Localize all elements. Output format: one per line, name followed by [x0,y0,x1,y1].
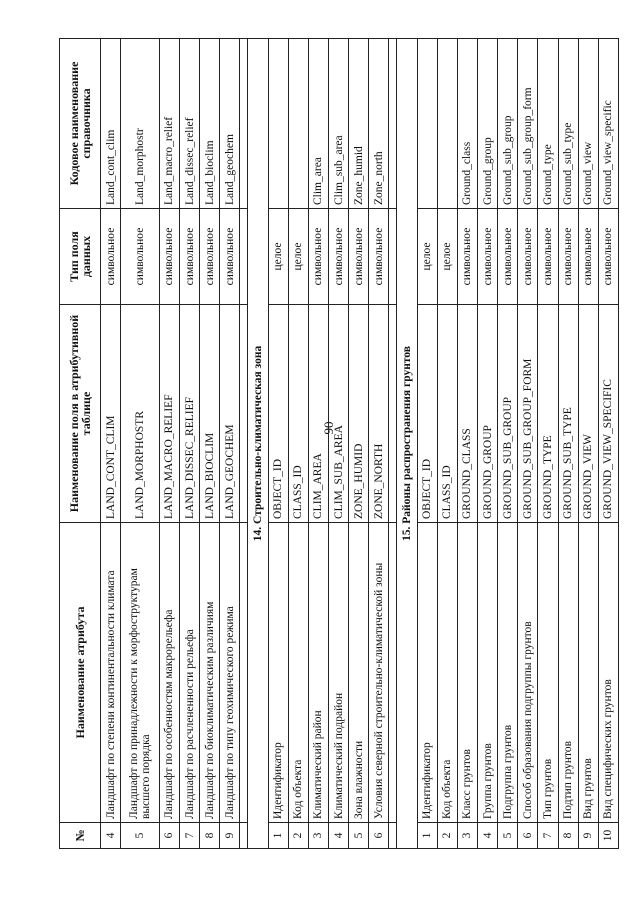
row-number: 8 [200,823,220,849]
field-type: символьное [180,209,200,305]
field-name: ZONE_NORTH [369,305,389,523]
field-name: LAND_MORPHOSTR [121,305,160,523]
table-row [558,39,578,849]
row-number: 4 [477,823,497,849]
attribute-name: Подтип грунтов [558,523,578,823]
header-type: Тип поля данных [60,209,101,305]
spacer-cell [240,305,248,523]
field-name: LAND_CONT_CLIM [101,305,121,523]
row-number: 9 [578,823,598,849]
rotated-table-container [59,39,619,849]
reference-code: Ground_view_specific [598,39,618,209]
table-row [101,39,121,849]
reference-code: Ground_type [538,39,558,209]
header-field: Наименование поля в атрибутивной таблице [60,305,101,523]
spacer-cell [240,209,248,305]
row-number: 1 [417,823,437,849]
table-row [538,39,558,849]
table-row [349,39,369,849]
reference-code: Land_cont_clim [101,39,121,209]
reference-code: Ground_class [457,39,477,209]
field-name: LAND_GEOCHEM [220,305,240,523]
attribute-name: Ландшафт по типу геохимического режима [220,523,240,823]
field-type: символьное [498,209,518,305]
field-name: CLASS_ID [437,305,457,523]
attribute-name: Климатический подрайон [329,523,349,823]
table-row [220,39,240,849]
spacer-cell [240,39,248,209]
row-number: 7 [538,823,558,849]
reference-code [437,39,457,209]
field-type: символьное [369,209,389,305]
field-type: символьное [558,209,578,305]
table-row [498,39,518,849]
table-row [200,39,220,849]
spacer-cell [389,305,397,523]
field-name: GROUND_SUB_GROUP [498,305,518,523]
attribute-name: Вид грунтов [578,523,598,823]
table-row [437,39,457,849]
row-number: 7 [180,823,200,849]
attribute-name: Группа грунтов [477,523,497,823]
reference-code: Land_dissec_relief [180,39,200,209]
field-name: LAND_BIOCLIM [200,305,220,523]
attribute-name: Код объекта [288,523,308,823]
table-row [121,39,160,849]
row-number: 6 [518,823,538,849]
table-row [308,39,328,849]
field-name: ZONE_HUMID [349,305,369,523]
table-row [329,39,349,849]
table-row [369,39,389,849]
spacer-cell [389,209,397,305]
field-name: CLIM_AREA [308,305,328,523]
table-row [578,39,598,849]
row-number: 2 [288,823,308,849]
row-number: 6 [369,823,389,849]
attribute-name: Способ образования подгруппы грунтов [518,523,538,823]
attribute-name: Ландшафт по степени континентальности климата [101,523,121,823]
spacer-row [389,39,397,849]
field-name: CLASS_ID [288,305,308,523]
header-num: № [60,823,101,849]
field-type: символьное [349,209,369,305]
field-name: GROUND_GROUP [477,305,497,523]
table-row [518,39,538,849]
reference-code: Ground_sub_group_form [518,39,538,209]
row-number: 6 [159,823,179,849]
attribute-name: Код объекта [437,523,457,823]
attribute-name: Ландшафт по биоклиматическим различиям [200,523,220,823]
reference-code [268,39,288,209]
table-header-row [60,39,101,849]
attribute-name: Тип грунтов [538,523,558,823]
row-number: 5 [498,823,518,849]
section-title: 14. Строительно-климатическая зона [248,39,268,849]
spacer-row [240,39,248,849]
row-number: 9 [220,823,240,849]
table-row [159,39,179,849]
row-number: 10 [598,823,618,849]
reference-code [288,39,308,209]
section-title: 15. Районы распространения грунтов [397,39,417,849]
page-number: 90 [321,421,336,435]
attribute-name: Ландшафт по расчлененности рельефа [180,523,200,823]
field-name: OBJECT_ID [417,305,437,523]
row-number: 5 [121,823,160,849]
field-type: символьное [477,209,497,305]
reference-code: Ground_group [477,39,497,209]
table-row [288,39,308,849]
spacer-cell [389,523,397,823]
reference-code: Land_geochem [220,39,240,209]
section-row [248,39,268,849]
reference-code: Zone_north [369,39,389,209]
reference-code: Land_bioclim [200,39,220,209]
table-row [417,39,437,849]
spacer-cell [389,823,397,849]
table-row [477,39,497,849]
field-type: символьное [101,209,121,305]
reference-code: Clim_area [308,39,328,209]
attribute-name: Ландшафт по особенностям макрорельефа [159,523,179,823]
field-name: GROUND_VIEW_SPECIFIC [598,305,618,523]
field-type: символьное [200,209,220,305]
attribute-name: Подгруппа грунтов [498,523,518,823]
field-name: GROUND_TYPE [538,305,558,523]
field-name: CLIM_SUB_AREA [329,305,349,523]
field-name: GROUND_SUB_TYPE [558,305,578,523]
spacer-cell [389,39,397,209]
attribute-name: Климатический район [308,523,328,823]
row-number: 2 [437,823,457,849]
attribute-name: Ландшафт по принадлежности к морфоструктурам высшего порядка [121,523,160,823]
field-type: символьное [457,209,477,305]
field-type: символьное [538,209,558,305]
row-number: 4 [329,823,349,849]
table-row [598,39,618,849]
header-name: Наименование атрибута [60,523,101,823]
attribute-name: Класс грунтов [457,523,477,823]
field-type: символьное [159,209,179,305]
table-row [457,39,477,849]
attribute-table [59,38,619,849]
row-number: 4 [101,823,121,849]
field-type: символьное [598,209,618,305]
field-name: LAND_DISSEC_RELIEF [180,305,200,523]
table-row [180,39,200,849]
field-type: символьное [518,209,538,305]
reference-code: Zone_humid [349,39,369,209]
table-body [101,39,619,849]
row-number: 8 [558,823,578,849]
row-number: 1 [268,823,288,849]
section-row [397,39,417,849]
field-type: символьное [578,209,598,305]
field-name: GROUND_VIEW [578,305,598,523]
row-number: 3 [457,823,477,849]
reference-code: Land_macro_relief [159,39,179,209]
field-type: символьное [308,209,328,305]
reference-code [417,39,437,209]
row-number: 5 [349,823,369,849]
field-name: GROUND_CLASS [457,305,477,523]
field-type: символьное [329,209,349,305]
reference-code: Land_morphostr [121,39,160,209]
spacer-cell [240,823,248,849]
reference-code: Clim_sub_area [329,39,349,209]
attribute-name: Идентификатор [268,523,288,823]
field-type: целое [288,209,308,305]
field-name: LAND_MACRO_RELIEF [159,305,179,523]
spacer-cell [240,523,248,823]
field-type: целое [437,209,457,305]
attribute-name: Условия северной строительно-климатической зоны [369,523,389,823]
field-type: символьное [121,209,160,305]
reference-code: Ground_sub_group [498,39,518,209]
attribute-name: Вид специфических грунтов [598,523,618,823]
field-type: символьное [220,209,240,305]
field-type: целое [417,209,437,305]
row-number: 3 [308,823,328,849]
attribute-name: Зона влажности [349,523,369,823]
field-name: GROUND_SUB_GROUP_FORM [518,305,538,523]
field-type: целое [268,209,288,305]
reference-code: Ground_sub_type [558,39,578,209]
header-code: Кодовое наименование справочника [60,39,101,209]
attribute-name: Идентификатор [417,523,437,823]
table-row [268,39,288,849]
field-name: OBJECT_ID [268,305,288,523]
reference-code: Ground_view [578,39,598,209]
